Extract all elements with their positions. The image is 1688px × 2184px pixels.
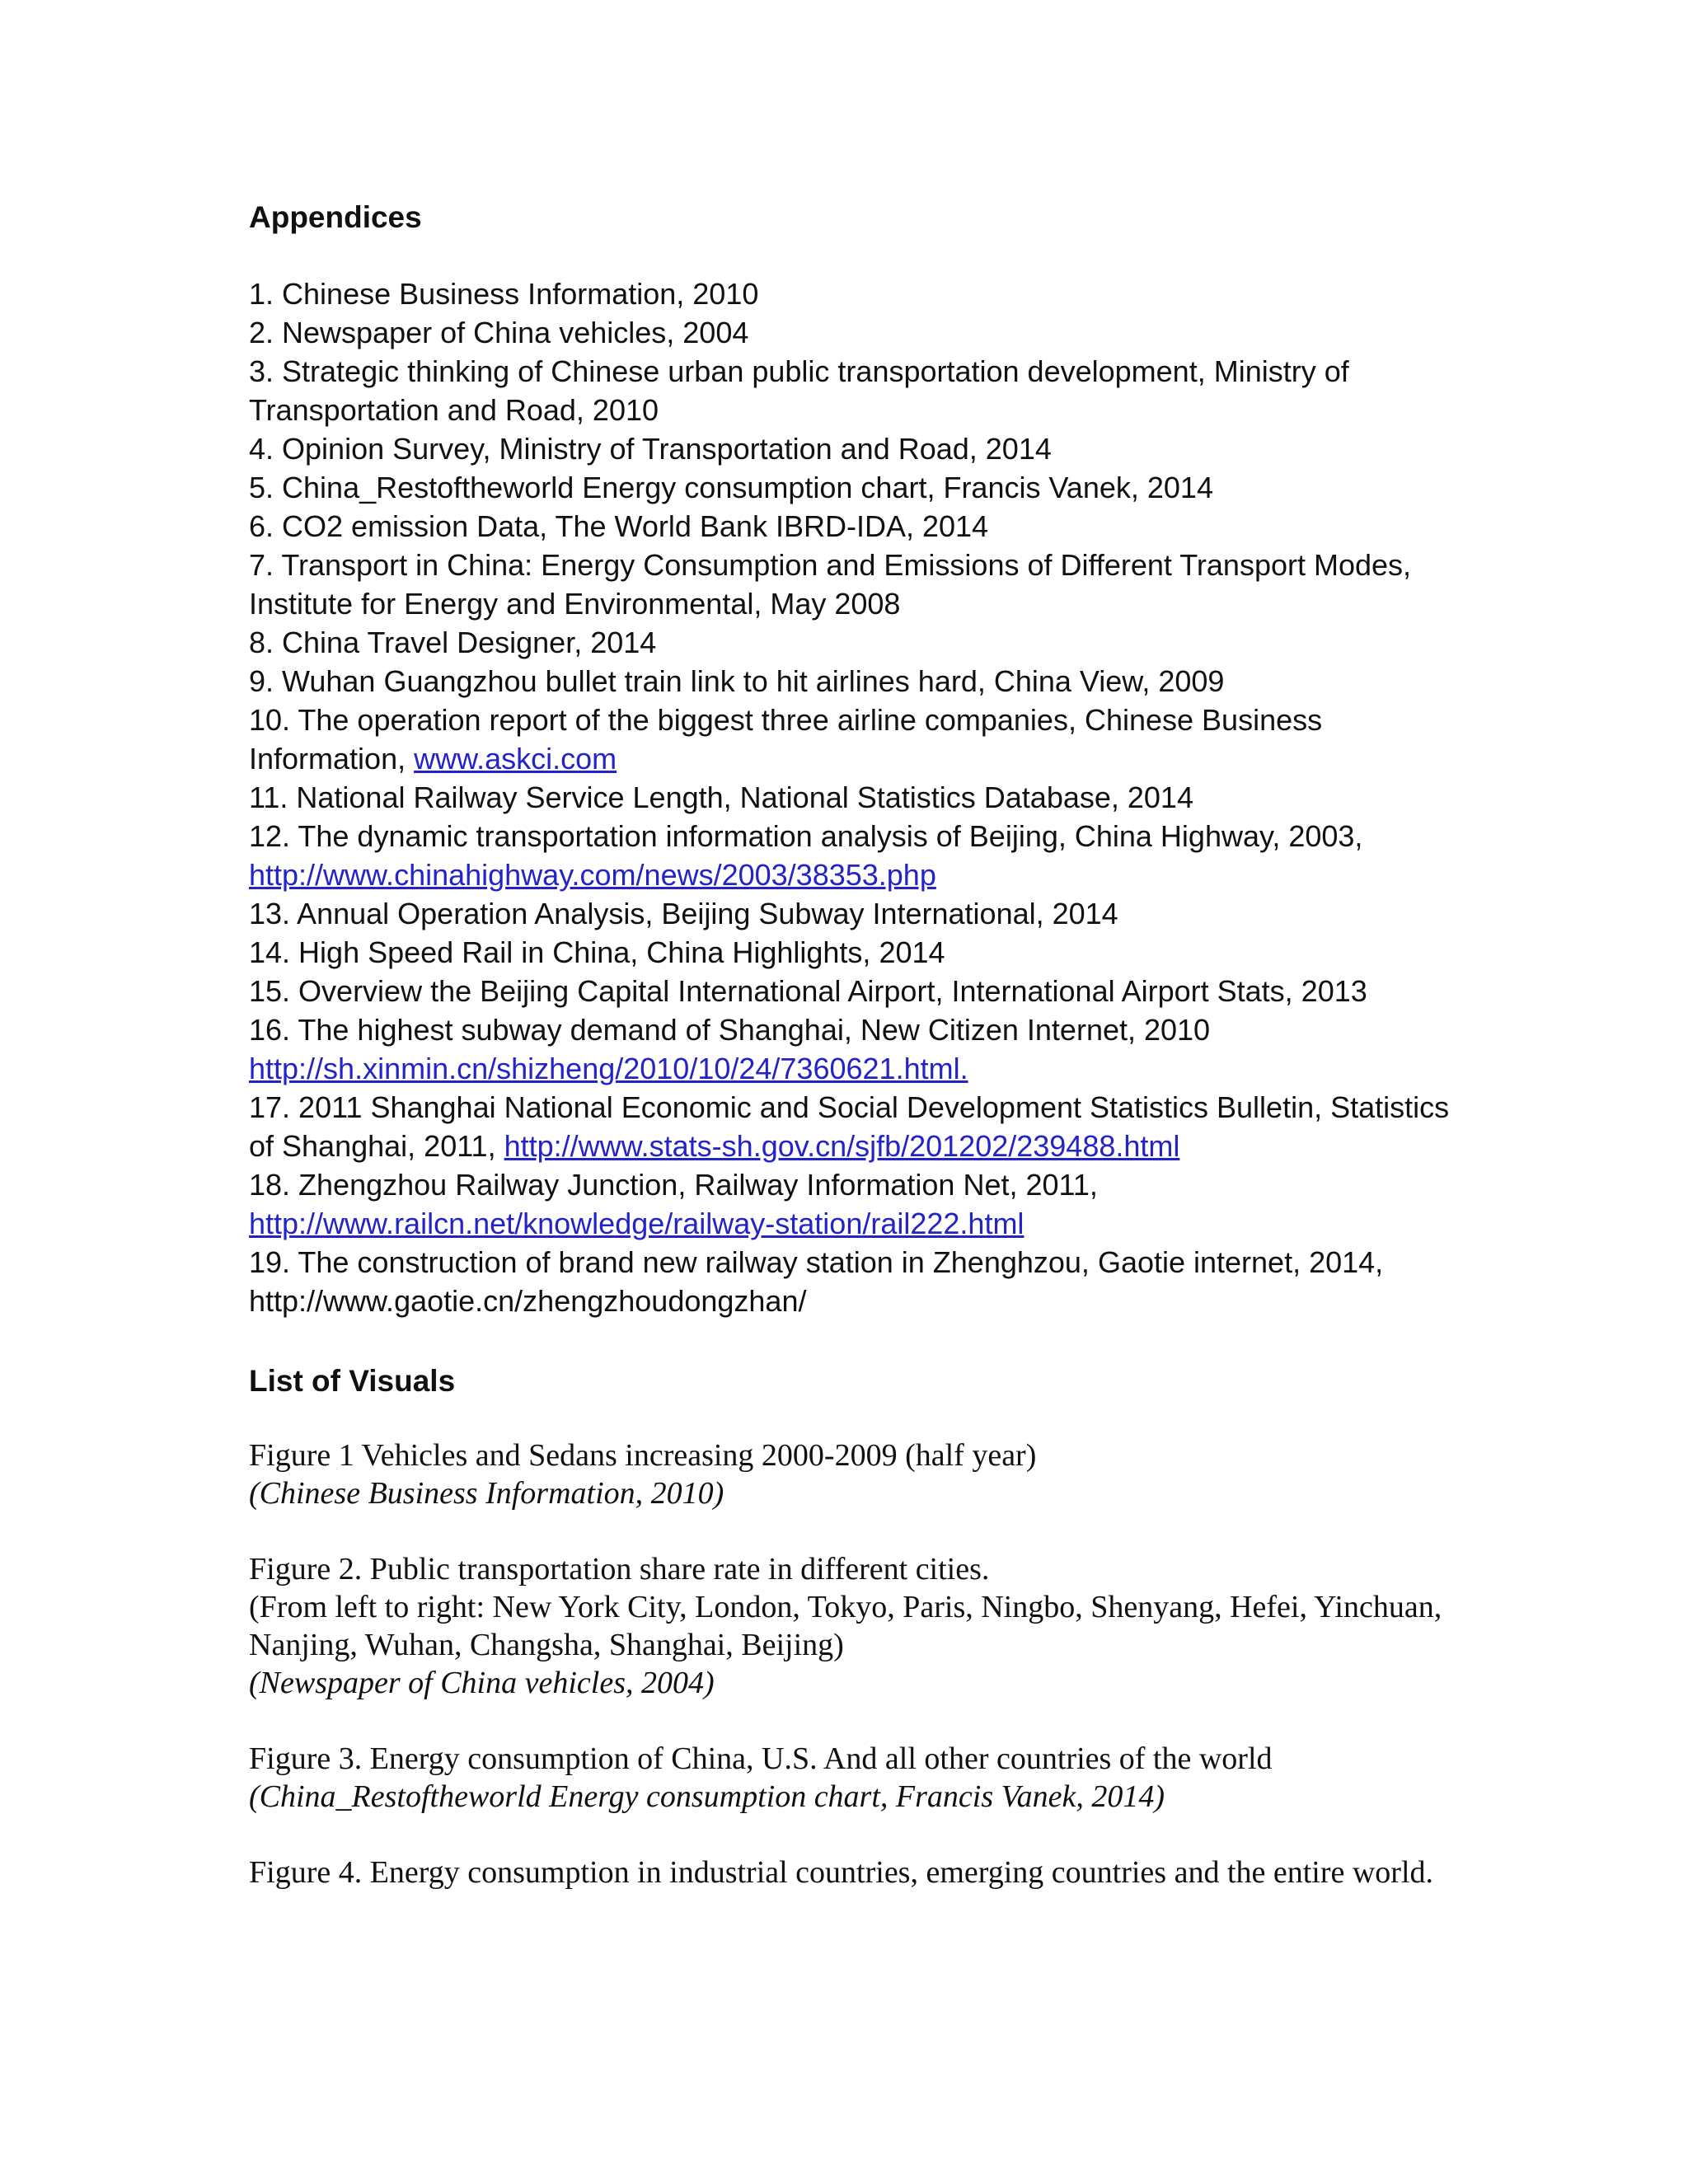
reference-item	[249, 1010, 1452, 1088]
reference-text: 15. Overview the Beijing Capital International Airport, International Airport Stats, 2013	[249, 974, 1367, 1008]
reference-item	[249, 933, 1452, 972]
figure-entry	[249, 1854, 1452, 1891]
reference-item	[249, 313, 1452, 352]
reference-text: 6. CO2 emission Data, The World Bank IBRD-IDA, 2014	[249, 509, 989, 543]
reference-item	[249, 701, 1452, 778]
reference-link[interactable]: http://www.railcn.net/knowledge/railway-station/rail222.html	[249, 1207, 1025, 1240]
reference-text: 8. China Travel Designer, 2014	[249, 626, 657, 659]
figure-entry	[249, 1740, 1452, 1816]
figure-caption: Figure 4. Energy consumption in industrial countries, emerging countries and the entire world.	[249, 1855, 1434, 1890]
reference-item	[249, 507, 1452, 546]
reference-text: 12. The dynamic transportation information analysis of Beijing, China Highway, 2003,	[249, 819, 1363, 853]
figure-source: (Newspaper of China vehicles, 2004)	[249, 1666, 715, 1700]
visuals-list	[249, 1436, 1452, 1891]
reference-text: 11. National Railway Service Length, National Statistics Database, 2014	[249, 780, 1193, 814]
reference-item	[249, 778, 1452, 817]
figure-caption: Figure 2. Public transportation share rate in different cities.	[249, 1552, 990, 1586]
reference-text: 5. China_Restoftheworld Energy consumption chart, Francis Vanek, 2014	[249, 471, 1213, 504]
reference-link[interactable]: http://sh.xinmin.cn/shizheng/2010/10/24/7360621.html.	[249, 1052, 968, 1085]
reference-text: 14. High Speed Rail in China, China Highlights, 2014	[249, 935, 945, 969]
appendices-heading: Appendices	[249, 200, 422, 234]
reference-text: 17. 2011 Shanghai National Economic and Social Development Statistics Bulletin, Statistics of Shanghai, 2011,	[249, 1090, 1450, 1163]
reference-item	[249, 1088, 1452, 1165]
reference-item	[249, 352, 1452, 429]
reference-link[interactable]: http://www.chinahighway.com/news/2003/38353.php	[249, 858, 936, 892]
reference-item	[249, 274, 1452, 313]
reference-text: 10. The operation report of the biggest three airline companies, Chinese Business Information,	[249, 703, 1323, 776]
reference-text: 19. The construction of brand new railway station in Zhenghzou, Gaotie internet, 2014, http://www.gaotie.cn/zhengzhoudongzhan/	[249, 1245, 1384, 1318]
reference-item	[249, 468, 1452, 507]
reference-text: 7. Transport in China: Energy Consumption and Emissions of Different Transport Modes, Institute for Energy and Environmental, May 2008	[249, 548, 1412, 621]
figure-entry	[249, 1550, 1452, 1702]
reference-link[interactable]: http://www.stats-sh.gov.cn/sjfb/201202/239488.html	[504, 1129, 1180, 1163]
appendices-list	[249, 274, 1452, 1320]
reference-item	[249, 894, 1452, 933]
reference-item	[249, 972, 1452, 1010]
figure-caption: Figure 3. Energy consumption of China, U.S. And all other countries of the world	[249, 1741, 1273, 1776]
figure-caption: Figure 1 Vehicles and Sedans increasing 2000-2009 (half year)	[249, 1438, 1037, 1473]
reference-link[interactable]: www.askci.com	[414, 742, 617, 776]
reference-text: 18. Zhengzhou Railway Junction, Railway Information Net, 2011,	[249, 1168, 1098, 1202]
reference-item	[249, 817, 1452, 894]
reference-item	[249, 429, 1452, 468]
reference-item	[249, 546, 1452, 623]
reference-item	[249, 623, 1452, 662]
figure-source: (China_Restoftheworld Energy consumption chart, Francis Vanek, 2014)	[249, 1779, 1165, 1814]
reference-text: 2. Newspaper of China vehicles, 2004	[249, 316, 749, 349]
figure-source: (Chinese Business Information, 2010)	[249, 1476, 724, 1511]
reference-item	[249, 662, 1452, 701]
reference-text: 9. Wuhan Guangzhou bullet train link to hit airlines hard, China View, 2009	[249, 664, 1225, 698]
figure-caption-detail: (From left to right: New York City, London, Tokyo, Paris, Ningbo, Shenyang, Hefei, Yinchuan, Nanjing, Wuhan, Changsha, Shanghai, Beijing)	[249, 1590, 1442, 1662]
reference-text: 4. Opinion Survey, Ministry of Transportation and Road, 2014	[249, 432, 1052, 466]
reference-item	[249, 1165, 1452, 1243]
reference-text: 13. Annual Operation Analysis, Beijing Subway International, 2014	[249, 897, 1118, 930]
document-page	[249, 198, 1452, 1929]
reference-text: 1. Chinese Business Information, 2010	[249, 277, 759, 311]
list-of-visuals-heading: List of Visuals	[249, 1364, 456, 1398]
figure-entry	[249, 1436, 1452, 1512]
reference-item	[249, 1243, 1452, 1320]
reference-text: 16. The highest subway demand of Shanghai, New Citizen Internet, 2010	[249, 1013, 1211, 1047]
reference-text: 3. Strategic thinking of Chinese urban public transportation development, Ministry of Transportation and Road, 2010	[249, 354, 1349, 427]
